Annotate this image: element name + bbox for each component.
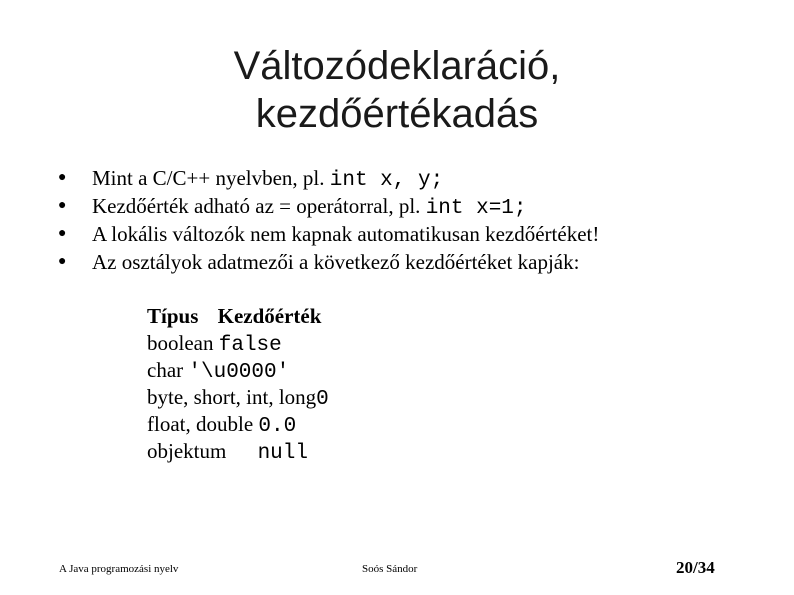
table-row: [147, 438, 329, 465]
bullet-text: Az osztályok adatmezői a következő kezdőértéket kapják:: [92, 250, 580, 274]
table-row: [147, 384, 329, 411]
bullet-list: [58, 164, 599, 276]
bullet-icon: ●: [58, 226, 67, 241]
bullet-text: A lokális változók nem kapnak automatikusan kezdőértéket!: [92, 222, 600, 246]
bullet-text: Mint a C/C++ nyelvben, pl.: [92, 166, 330, 190]
table-header-type: Típus: [147, 304, 199, 328]
table-header-value: Kezdőérték: [217, 304, 322, 328]
table-cell-type: char: [147, 358, 184, 382]
table-cell-type: byte, short, int, long: [147, 385, 317, 409]
table-header-row: [147, 303, 329, 330]
default-values-table: [147, 303, 329, 465]
table-cell-type: objektum: [147, 439, 227, 463]
table-cell-value: 0: [316, 388, 329, 411]
table-cell-type: boolean: [147, 331, 214, 355]
table-cell-value: false: [218, 334, 282, 357]
table-row: [147, 357, 329, 384]
bullet-icon: ●: [58, 170, 67, 185]
footer-author: Soós Sándor: [362, 563, 418, 575]
footer-course-title: A Java programozási nyelv: [59, 563, 179, 575]
bullet-item: [58, 248, 599, 276]
page-number: 20/34: [676, 558, 715, 577]
slide-title-line-2: kezdőértékadás: [255, 92, 539, 136]
table-row: [147, 330, 329, 357]
bullet-code: int x, y;: [329, 169, 444, 192]
table-cell-value: '\u0000': [188, 361, 290, 384]
bullet-item: [58, 220, 599, 248]
table-row: [147, 411, 329, 438]
table-cell-value: 0.0: [258, 415, 297, 438]
bullet-icon: ●: [58, 198, 67, 213]
bullet-text: Kezdőérték adható az = operátorral, pl.: [92, 194, 426, 218]
bullet-item: [58, 164, 599, 192]
table-cell-value: null: [257, 442, 308, 465]
bullet-code: int x=1;: [425, 197, 527, 220]
bullet-item: [58, 192, 599, 220]
table-cell-type: float, double: [147, 412, 254, 436]
slide-title: [0, 42, 794, 138]
slide-title-line-1: Változódeklaráció,: [233, 44, 561, 88]
bullet-icon: ●: [58, 254, 67, 269]
